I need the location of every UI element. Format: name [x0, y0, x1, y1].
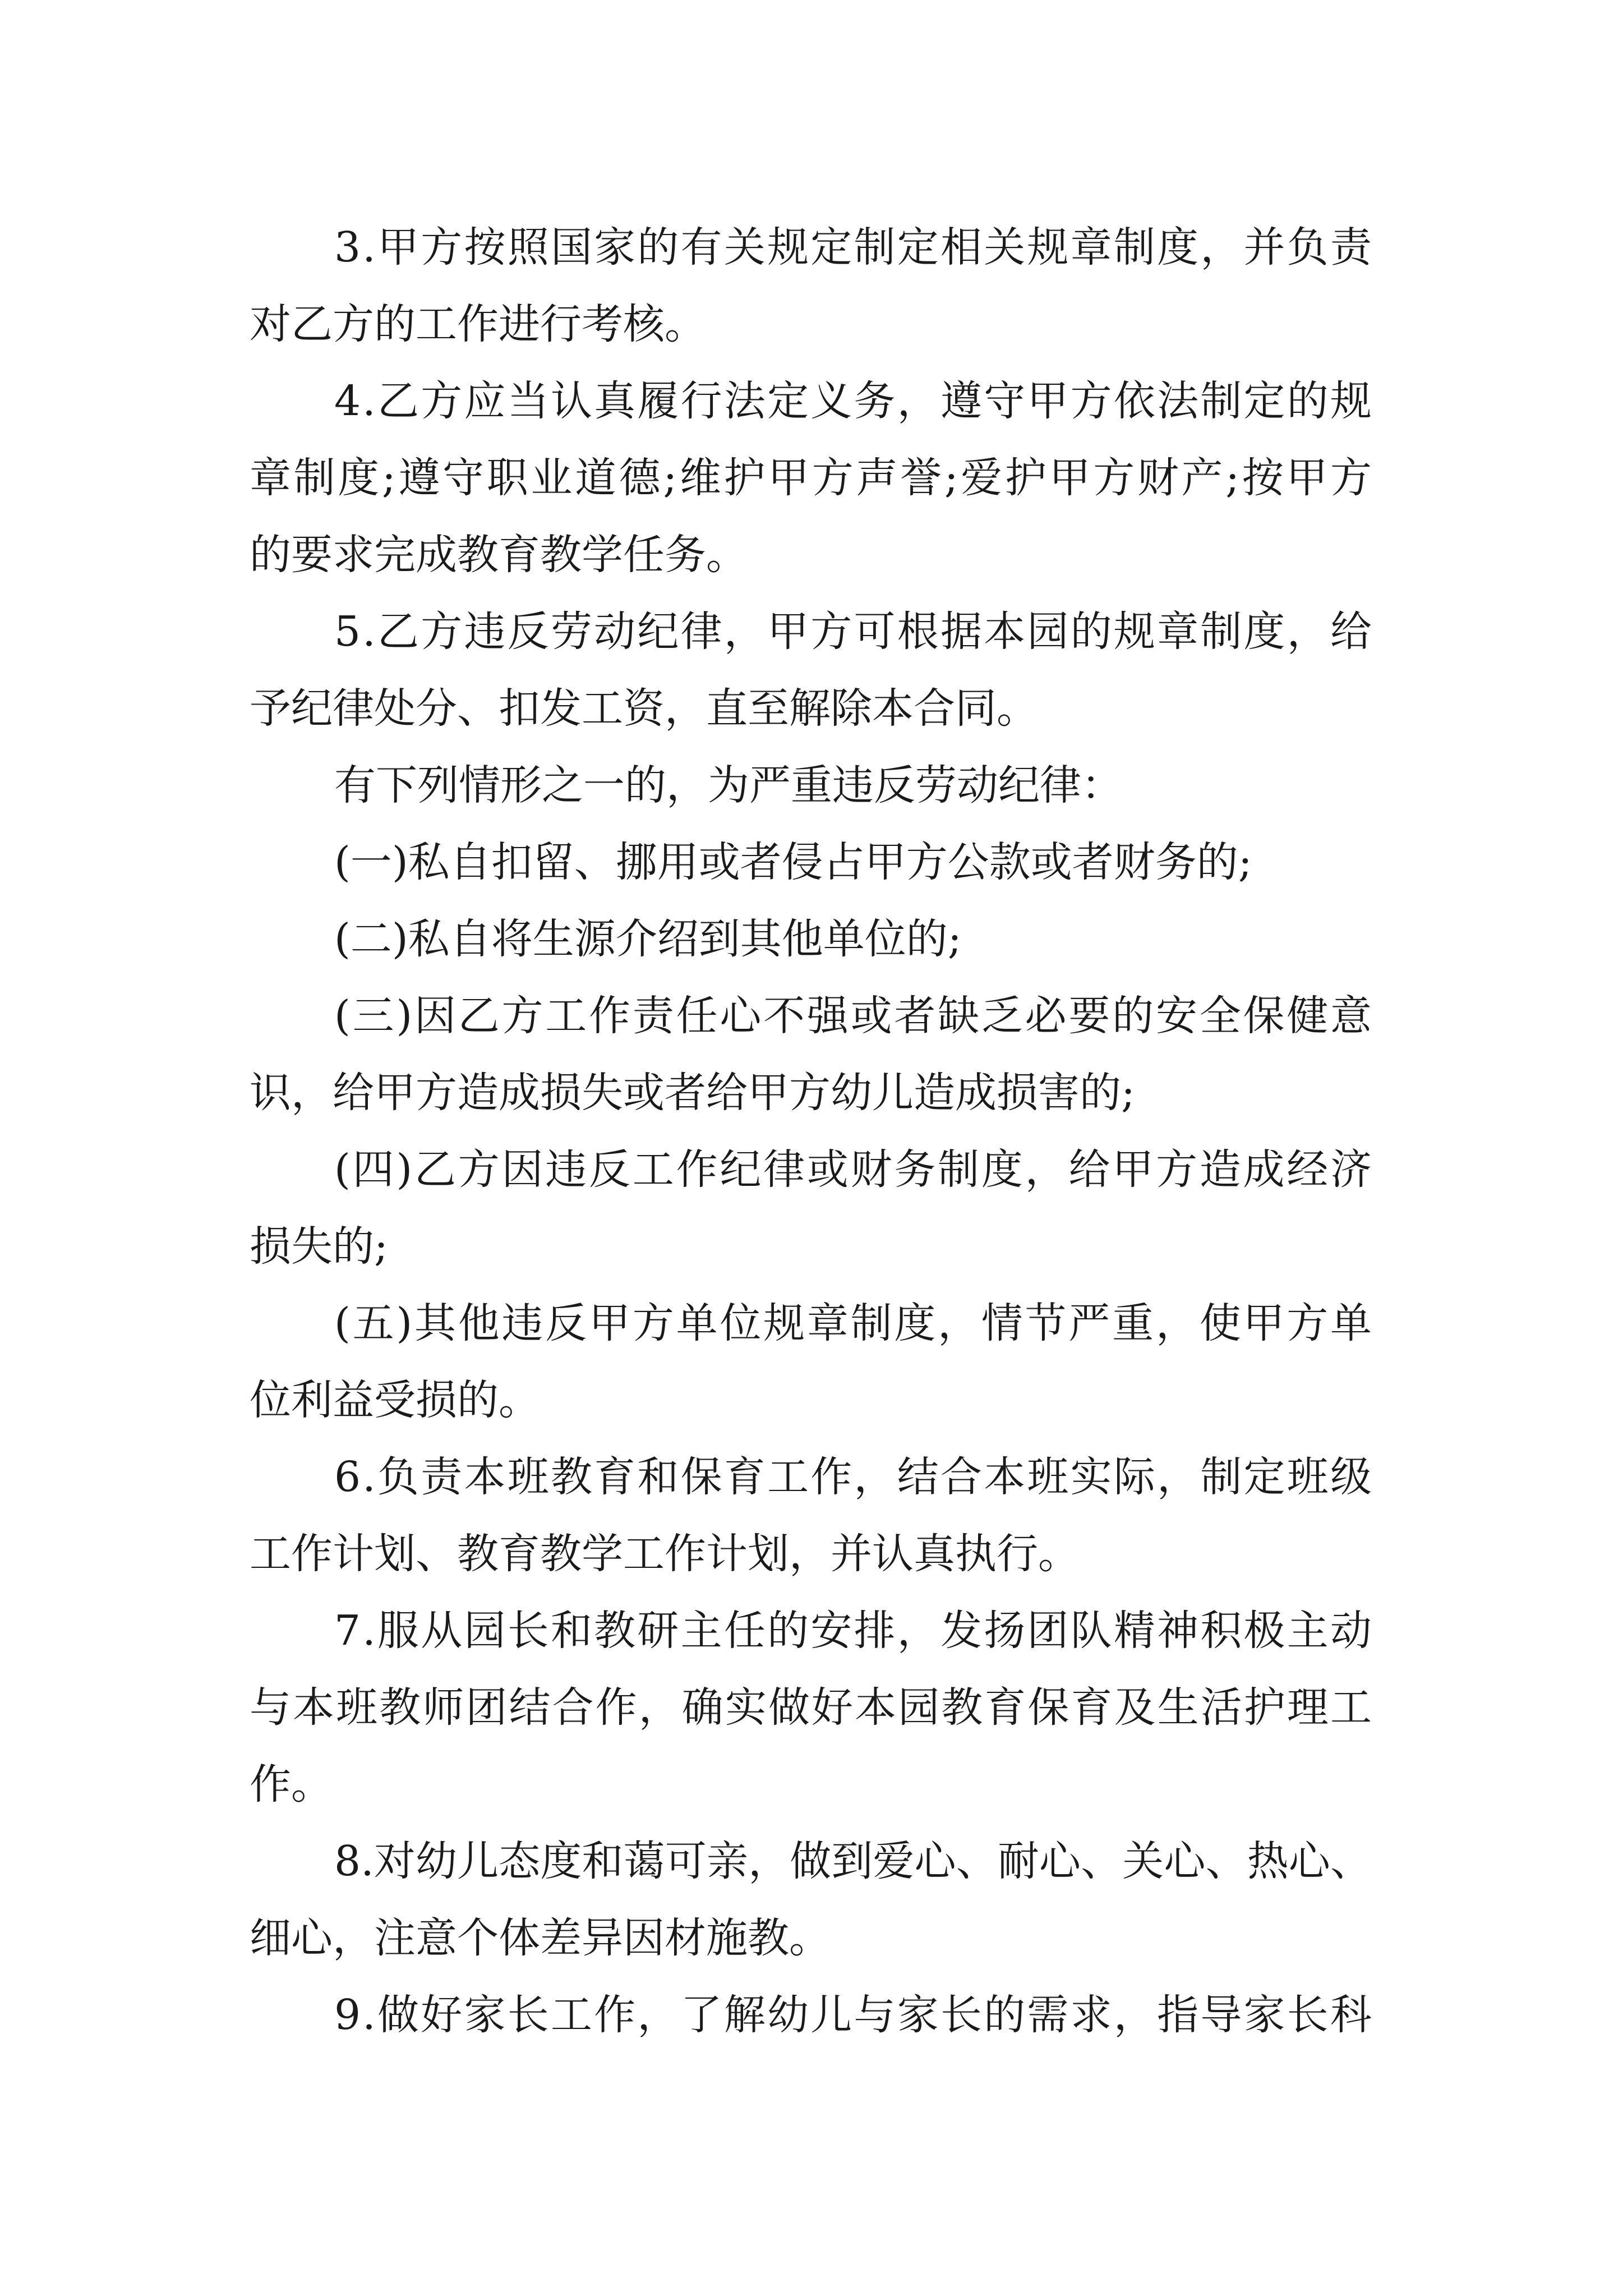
text-line: 6.负责本班教育和保育工作，结合本班实际，制定班级 [334, 1453, 1374, 1501]
text-line: 3.甲方按照国家的有关规定制定相关规章制度，并负责 [334, 223, 1374, 272]
text-line: 对乙方的工作进行考核。 [250, 300, 706, 348]
text-line: (四)乙方因违反工作纪律或财务制度，给甲方造成经济 [334, 1145, 1374, 1194]
text-line: (二)私自将生源介绍到其他单位的; [334, 915, 962, 963]
text-line: 8.对幼儿态度和蔼可亲，做到爱心、耐心、关心、热心、 [334, 1837, 1372, 1885]
text-line: 与本班教师团结合作，确实做好本园教育保育及生活护理工 [250, 1683, 1374, 1732]
text-line: 9.做好家长工作，了解幼儿与家长的需求，指导家长科 [334, 1991, 1374, 2039]
text-line: (五)其他违反甲方单位规章制度，情节严重，使甲方单 [334, 1299, 1374, 1347]
text-line: 7.服从园长和教研主任的安排，发扬团队精神积极主动 [334, 1607, 1374, 1655]
text-line: 的要求完成教育教学任务。 [250, 531, 748, 579]
text-line: 予纪律处分、扣发工资，直至解除本合同。 [250, 684, 1038, 733]
text-line: 4.乙方应当认真履行法定义务，遵守甲方依法制定的规 [334, 377, 1374, 425]
text-line: 识，给甲方造成损失或者给甲方幼儿造成损害的; [250, 1069, 1135, 1117]
text-line: 损失的; [250, 1222, 388, 1271]
text-line: 有下列情形之一的，为严重违反劳动纪律： [334, 761, 1123, 809]
text-line: (三)因乙方工作责任心不强或者缺乏必要的安全保健意 [334, 992, 1374, 1040]
text-line: 5.乙方违反劳动纪律，甲方可根据本园的规章制度，给 [334, 608, 1374, 656]
text-line: (一)私自扣留、挪用或者侵占甲方公款或者财务的; [334, 838, 1252, 886]
text-line: 章制度;遵守职业道德;维护甲方声誉;爱护甲方财产;按甲方 [250, 454, 1375, 502]
text-line: 工作计划、教育教学工作计划，并认真执行。 [250, 1530, 1080, 1578]
text-line: 细心，注意个体差异因材施教。 [250, 1914, 831, 1962]
text-line: 位利益受损的。 [250, 1376, 540, 1424]
text-line: 作。 [250, 1760, 333, 1809]
